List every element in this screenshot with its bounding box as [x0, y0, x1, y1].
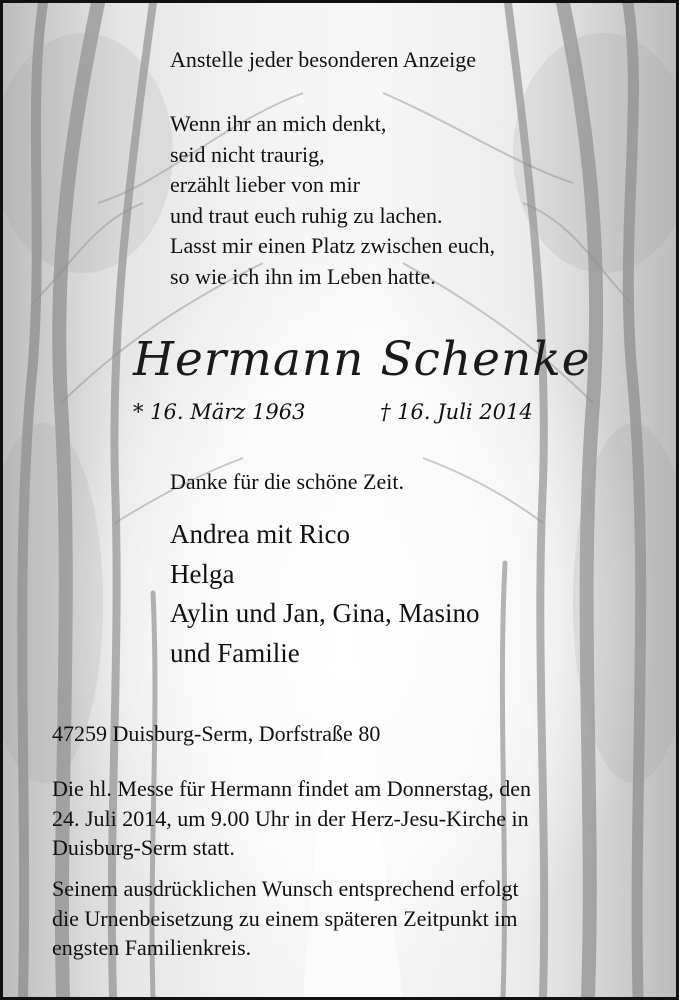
burial-line: engsten Familienkreis.: [52, 935, 252, 960]
family-line: und Familie: [170, 637, 300, 668]
birth-date: * 16. März 1963: [133, 400, 306, 424]
poem-line: Wenn ihr an mich denkt,: [170, 111, 387, 136]
burial-line: Seinem ausdrücklichen Wunsch entsprechend erfolgt: [52, 876, 519, 901]
family-line: Andrea mit Rico: [170, 519, 350, 549]
burial-line: die Urnenbeisetzung zu einem späteren Zeitpunkt im: [52, 905, 518, 931]
family-line: Aylin und Jan, Gina, Masino: [170, 598, 480, 628]
mass-announcement: [52, 774, 531, 863]
poem-line: und traut euch ruhig zu lachen.: [170, 202, 443, 228]
poem-line: Lasst mir einen Platz zwischen euch,: [170, 233, 496, 258]
mass-line: 24. Juli 2014, um 9.00 Uhr in der Herz-Jesu-Kirche in: [52, 805, 529, 831]
poem-line: so wie ich ihn im Leben hatte.: [170, 263, 436, 289]
mass-line: Duisburg-Serm statt.: [52, 835, 235, 860]
intro-line: Anstelle jeder besonderen Anzeige: [170, 47, 477, 72]
deceased-name: Hermann Schenke: [133, 332, 591, 387]
family-line: Helga: [170, 558, 235, 589]
burial-note: [52, 874, 519, 963]
family-signatures: [170, 515, 480, 673]
mass-line: Die hl. Messe für Hermann findet am Donnerstag, den: [52, 776, 531, 801]
address: 47259 Duisburg-Serm, Dorfstraße 80: [52, 721, 381, 746]
death-date: † 16. Juli 2014: [380, 400, 533, 424]
thanks-line: Danke für die schöne Zeit.: [170, 469, 404, 494]
poem-line: seid nicht traurig,: [170, 141, 325, 167]
poem-line: erzählt lieber von mir: [170, 172, 360, 197]
poem: [170, 109, 495, 292]
